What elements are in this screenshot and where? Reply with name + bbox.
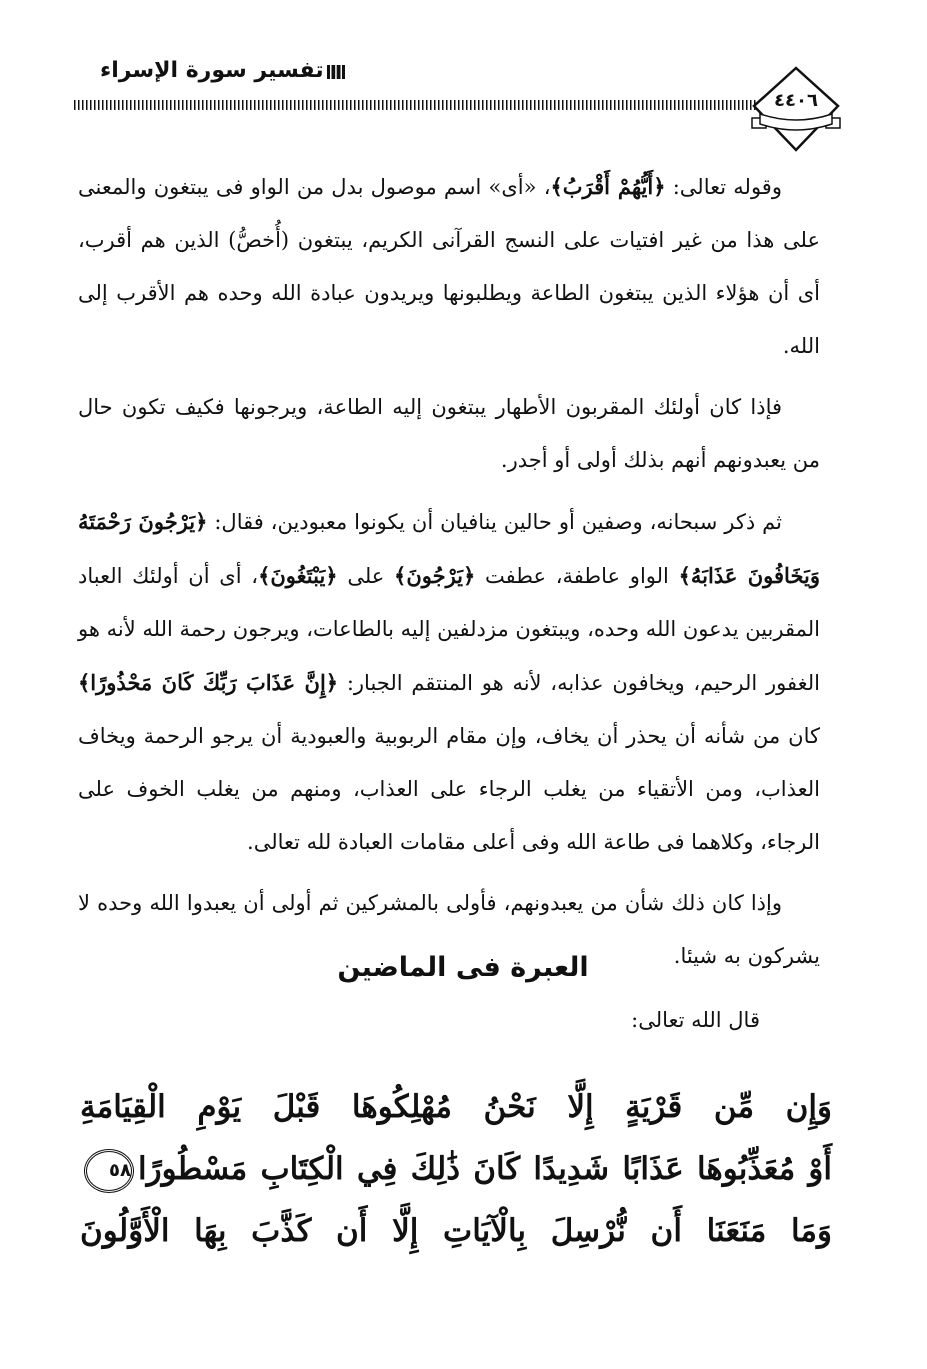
quran-quote: ﴿يَبْتَغُونَ﴾ [258, 563, 338, 588]
paragraph-text: الواو عاطفة، عطفت [475, 564, 679, 588]
verse-line [80, 1138, 832, 1200]
paragraph-text: وقوله تعالى: [665, 175, 782, 199]
paragraph-text: ، «أى» اسم موصول بدل من الواو فى يبتغون والمعنى على هذا من غير افتيات على النسج القرآنى الكريم، يبتغون (أُخصُّ) الذين هم أقرب، أى أن هؤلاء الذين يبتغون الطاعة ويطلبونها ويريدون عبادة الله وحده هم الأقرب إلى الله. [78, 175, 820, 358]
quran-quote: ﴿يَرْجُونَ رَحْمَتَهُ وَيَخَافُونَ عَذَابَهُ﴾ [78, 509, 820, 588]
verse-line: وَإِن مِّن قَرْيَةٍ إِلَّا نَحْنُ مُهْلِكُوهَا قَبْلَ يَوْمِ الْقِيَامَةِ [80, 1089, 832, 1125]
paragraph-text: وإذا كان ذلك شأن من يعبدونهم، فأولى بالمشركين ثم أولى أن يعبدوا الله وحده لا يشركون به شيئا. [78, 891, 820, 968]
paragraph-3 [78, 495, 820, 869]
ayah-number-marker: ٥٨ [84, 1149, 134, 1193]
section-heading: العبرة فى الماضين [337, 952, 589, 983]
page-number: ٤٤٠٦ [774, 90, 818, 111]
header-divider [74, 100, 756, 110]
quran-verse-block [80, 1076, 832, 1262]
verse-line-text: أَوْ مُعَذِّبُوهَا عَذَابًا شَدِيدًا كَانَ ذَٰلِكَ فِي الْكِتَابِ مَسْطُورًا [138, 1151, 832, 1187]
commentary-body [78, 160, 820, 991]
paragraph-text: على [337, 564, 395, 588]
paragraph-text: ثم ذكر سبحانه، وصفين أو حالين ينافيان أن يكونوا معبودين، فقال: [207, 510, 782, 534]
quran-quote: ﴿إِنَّ عَذَابَ رَبِّكَ كَانَ مَحْذُورًا﴾ [78, 670, 339, 695]
verse-line: وَمَا مَنَعَنَا أَن نُّرْسِلَ بِالْآيَاتِ إِلَّا أَن كَذَّبَ بِهَا الْأَوَّلُونَ [80, 1213, 832, 1249]
paragraph-1 [78, 160, 820, 373]
paragraph-text: فإذا كان أولئك المقربون الأطهار يبتغون إليه الطاعة، ويرجونها فكيف تكون حال من يعبدونهم أنهم بذلك أولى أو أجدر. [78, 395, 820, 472]
quran-quote: ﴿يَرْجُونَ﴾ [394, 563, 476, 588]
verse-intro: قال الله تعالى: [631, 1008, 760, 1032]
running-header-title: تفسير سورة الإسراء [100, 58, 324, 83]
header-ornament-icon [326, 62, 346, 82]
paragraph-2 [78, 381, 820, 487]
quran-quote: ﴿أَيُّهُمْ أَقْرَبُ﴾ [550, 174, 666, 199]
paragraph-text: ، أى أن أولئك العباد المقربين يدعون الله وحده، ويبتغون مزدلفين إليه بالطاعات، ويرجون رحمة الله لأنه هو الغفور الرحيم، ويخافون عذابه، لأنه هو المنتقم الجبار: [78, 564, 820, 695]
paragraph-text: كان من شأنه أن يحذر أن يخاف، وإن مقام الربوبية والعبودية أن يرجو الرحمة ويخاف العذاب، ومن الأتقياء من يغلب الرجاء على العذاب، ومنهم من يغلب الخوف على الرجاء، وكلاهما فى طاعة الله وفى أعلى مقامات العبادة لله تعالى. [78, 724, 820, 854]
